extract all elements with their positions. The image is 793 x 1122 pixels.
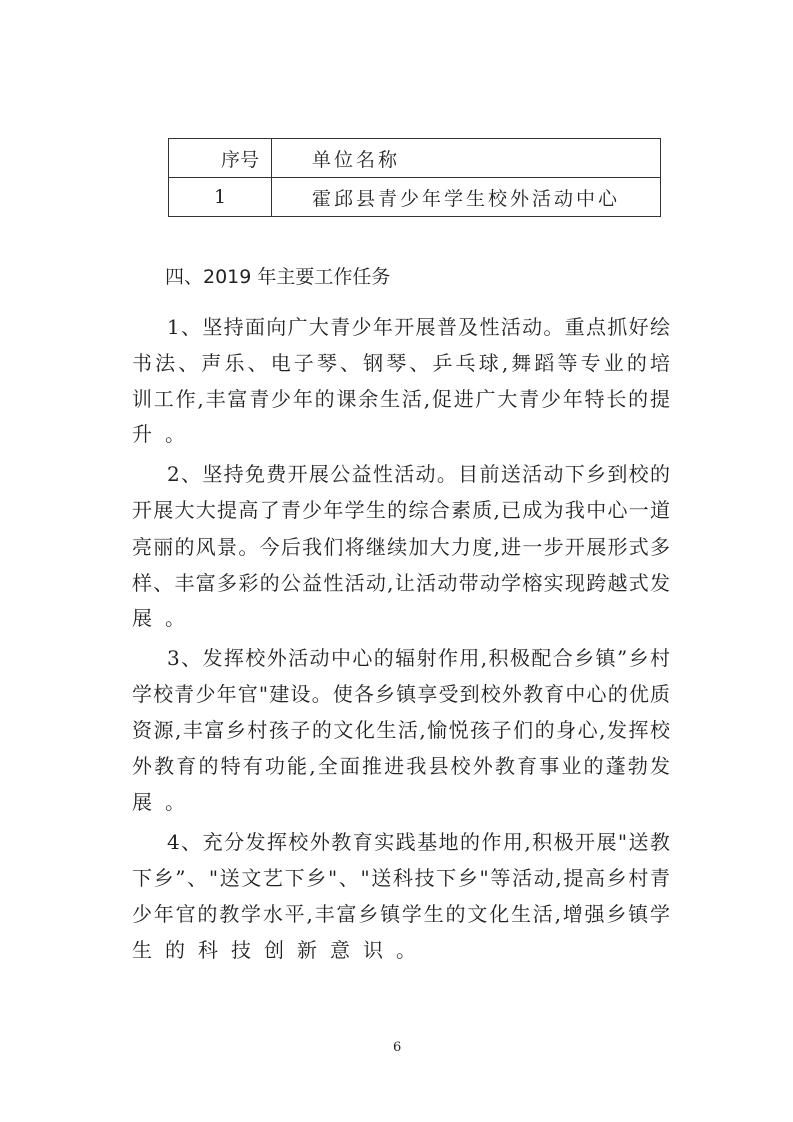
paragraph-line: 学校青少年官"建设。使各乡镇享受到校外教育中心的优质	[132, 682, 670, 706]
paragraph-line: 生的科技创新意识。	[132, 938, 429, 962]
paragraph-line: 外教育的特有功能,全面推进我县校外教育事业的蓬勃发	[132, 754, 670, 778]
paragraph-line: 下乡”、"送文艺下乡"、"送科技下乡"等活动,提高乡村青	[132, 866, 670, 890]
paragraph-line: 1、坚持面向广大青少年开展普及性活动。重点抓好绘	[167, 315, 670, 339]
paragraph-line: 升。	[132, 422, 198, 446]
paragraph-line: 训工作,丰富青少年的课余生活,促进广大青少年特长的提	[132, 387, 670, 411]
paragraph-line: 展。	[132, 790, 198, 814]
paragraph-line: 样、丰富多彩的公益性活动,让活动带动学榕实现跨越式发	[132, 571, 670, 595]
paragraph-line: 展。	[132, 606, 198, 630]
table-row	[169, 178, 661, 217]
paragraph-line: 资源,丰富乡村孩子的文化生活,愉悦孩子们的身心,发挥校	[132, 718, 670, 742]
page-number: 6	[393, 1040, 402, 1055]
paragraph-line: 2、坚持免费开展公益性活动。目前送活动下乡到校的	[167, 462, 670, 486]
unit-table	[168, 138, 661, 217]
header-index: 序号	[169, 139, 272, 178]
paragraph-line: 少年官的教学水平,丰富乡镇学生的文化生活,增强乡镇学	[132, 902, 670, 926]
cell-unit-name: 霍邱县青少年学生校外活动中心	[272, 178, 661, 217]
paragraph-line: 亮丽的风景。今后我们将继续加大力度,进一步开展形式多	[132, 535, 670, 559]
paragraph-line: 3、发挥校外活动中心的辐射作用,积极配合乡镇”乡村	[167, 646, 670, 670]
paragraph-line: 4、充分发挥校外教育实践基地的作用,积极开展"送教	[167, 830, 670, 854]
section-heading: 四、2019 年主要工作任务	[165, 266, 391, 288]
paragraph-line: 开展大大提高了青少年学生的综合素质,已成为我中心一道	[132, 498, 670, 522]
cell-index: 1	[169, 178, 272, 217]
paragraph-line: 书法、声乐、电子琴、钢琴、乒乓球,舞蹈等专业的培	[132, 351, 670, 375]
header-unit-name: 单位名称	[272, 139, 661, 178]
table-header-row	[169, 139, 661, 178]
